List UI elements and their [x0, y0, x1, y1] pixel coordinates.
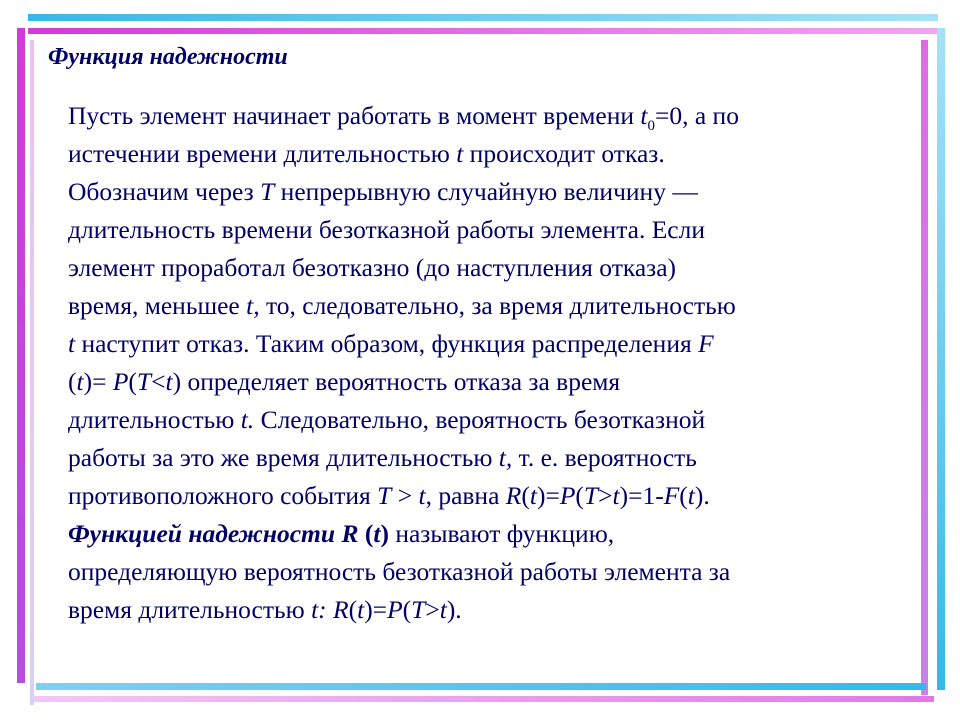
text-line-2: истечении времени длительностью t происходит отказ. [68, 139, 665, 168]
slide-title: Функция надежности [48, 44, 288, 70]
frame-bar-left-magenta [17, 28, 25, 683]
frame-bar-bottom-magenta [34, 696, 934, 702]
text-line-12: Функцией надежности R (t) называют функцию, [68, 519, 615, 548]
text-line-3: Обозначим через T непрерывную случайную величину — [68, 177, 698, 206]
text-line-10: работы за это же время длительностью t, т. е. вероятность [68, 443, 697, 472]
text-line-6: время, меньшее t, то, следовательно, за время длительностью [68, 291, 736, 320]
frame-bar-left-thin [30, 40, 34, 705]
frame-bar-right-cyan [937, 28, 945, 690]
frame-bar-bottom-cyan [36, 683, 926, 690]
definition-term: Функцией надежности R [68, 519, 359, 548]
text-line-14: время длительностью t: R(t)=P(T>t). [68, 595, 462, 624]
text-line-9: длительностью t. Следовательно, вероятность безотказной [68, 405, 706, 434]
text-line-1: Пусть элемент начинает работать в момент времени $t_0=0$, а по [68, 101, 739, 134]
slide-body-text [68, 97, 914, 629]
text-line-5: элемент проработал безотказно (до наступления отказа) [68, 253, 677, 282]
text-line-11: противоположного события T > t, равна R(t)=P(T>t)=1-F(t). [68, 481, 710, 510]
frame-bar-right-magenta [921, 40, 928, 695]
text-line-8: (t)= P(T<t) определяет вероятность отказа за время [68, 367, 621, 396]
text-line-4: длительность времени безотказной работы элемента. Если [68, 215, 705, 244]
text-line-13: определяющую вероятность безотказной работы элемента за [68, 557, 731, 586]
text-line-7: t наступит отказ. Таким образом, функция распределения F [68, 329, 714, 358]
frame-bar-top-magenta [28, 28, 938, 34]
frame-bar-top-cyan [28, 14, 938, 21]
